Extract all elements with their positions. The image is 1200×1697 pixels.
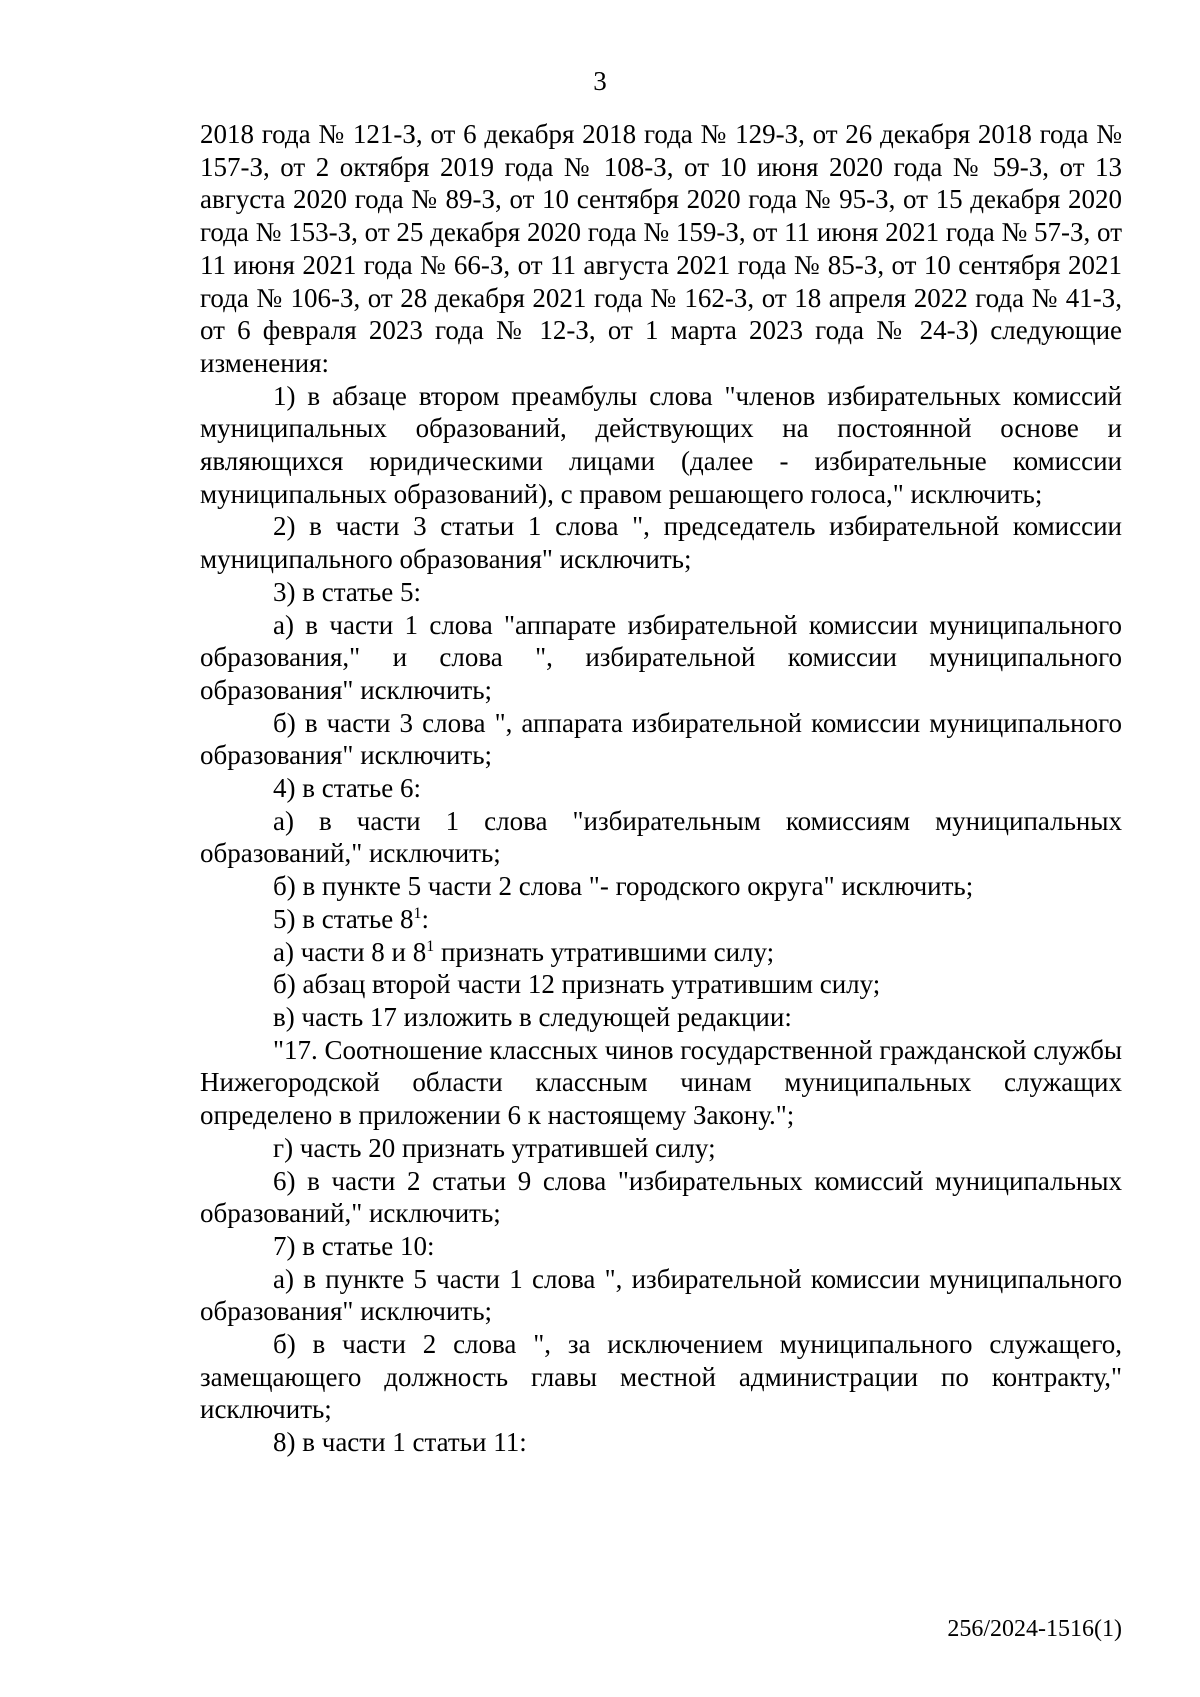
paragraph: 6) в части 2 статьи 9 слова "избирательных комиссий муниципальных образований," исключить; <box>200 1165 1122 1229</box>
paragraph: 8) в части 1 статьи 11: <box>273 1427 527 1458</box>
paragraph-text: признать утратившими силу; <box>434 936 775 967</box>
paragraph-text: 5) в статье 8 <box>273 903 414 934</box>
paragraph-text: а) части 8 и 8 <box>273 936 427 967</box>
paragraph: в) часть 17 изложить в следующей редакции: <box>273 1001 792 1032</box>
paragraph <box>200 936 1122 969</box>
paragraph: 7) в статье 10: <box>273 1230 435 1261</box>
paragraph: б) в части 3 слова ", аппарата избирательной комиссии муниципального образования" исключить; <box>200 707 1122 771</box>
paragraph-text: : <box>421 903 429 934</box>
paragraph: 2) в части 3 статьи 1 слова ", председатель избирательной комиссии муниципального образования" исключить; <box>200 511 1122 575</box>
paragraph: а) в пункте 5 части 1 слова ", избирательной комиссии муниципального образования" исключить; <box>200 1263 1122 1327</box>
paragraph: г) часть 20 признать утратившей силу; <box>273 1132 716 1163</box>
paragraph: а) в части 1 слова "избирательным комиссиям муниципальных образований," исключить; <box>200 805 1122 869</box>
paragraph <box>200 903 1122 936</box>
paragraph: б) в части 2 слова ", за исключением муниципального служащего, замещающего должность главы местной администрации по контракту," исключить; <box>200 1329 1122 1425</box>
paragraph: 2018 года № 121-З, от 6 декабря 2018 года № 129-З, от 26 декабря 2018 года № 157-З, от 2 октября 2019 года № 108-З, от 10 июня 2020 года № 59-З, от 13 августа 2020 года № 89-З, от 10 сентября 2020 года № 95-З, от 15 декабря 2020 года № 153-З, от 25 декабря 2020 года № 159-З, от 11 июня 2021 года № 57-З, от 11 июня 2021 года № 66-З, от 11 августа 2021 года № 85-З, от 10 сентября 2021 года № 106-З, от 28 декабря 2021 года № 162-З, от 18 апреля 2022 года № 41-З, от 6 февраля 2023 года № 12-З, от 1 марта 2023 года № 24-З) следующие изменения: <box>200 119 1122 378</box>
superscript: 1 <box>413 904 422 922</box>
paragraph: 4) в статье 6: <box>273 773 421 804</box>
paragraph: б) в пункте 5 части 2 слова "- городского округа" исключить; <box>273 871 974 902</box>
paragraph: "17. Соотношение классных чинов государственной гражданской службы Нижегородской области классным чинам муниципальных служащих определено в приложении 6 к настоящему Закону."; <box>200 1034 1122 1131</box>
superscript: 1 <box>426 937 435 955</box>
paragraph: а) в части 1 слова "аппарате избирательной комиссии муниципального образования," и слова ", избирательной комиссии муниципального образования" исключить; <box>200 609 1122 705</box>
document-code: 256/2024-1516(1) <box>947 1616 1122 1642</box>
page-number: 3 <box>593 66 607 96</box>
paragraph: б) абзац второй части 12 признать утратившим силу; <box>273 969 881 1000</box>
document-body <box>200 118 1122 1459</box>
paragraph: 1) в абзаце втором преамбулы слова "членов избирательных комиссий муниципальных образований, действующих на постоянной основе и являющихся юридическими лицами (далее - избирательные комиссии муниципальных образований), с правом решающего голоса," исключить; <box>200 380 1122 509</box>
paragraph: 3) в статье 5: <box>273 576 421 607</box>
